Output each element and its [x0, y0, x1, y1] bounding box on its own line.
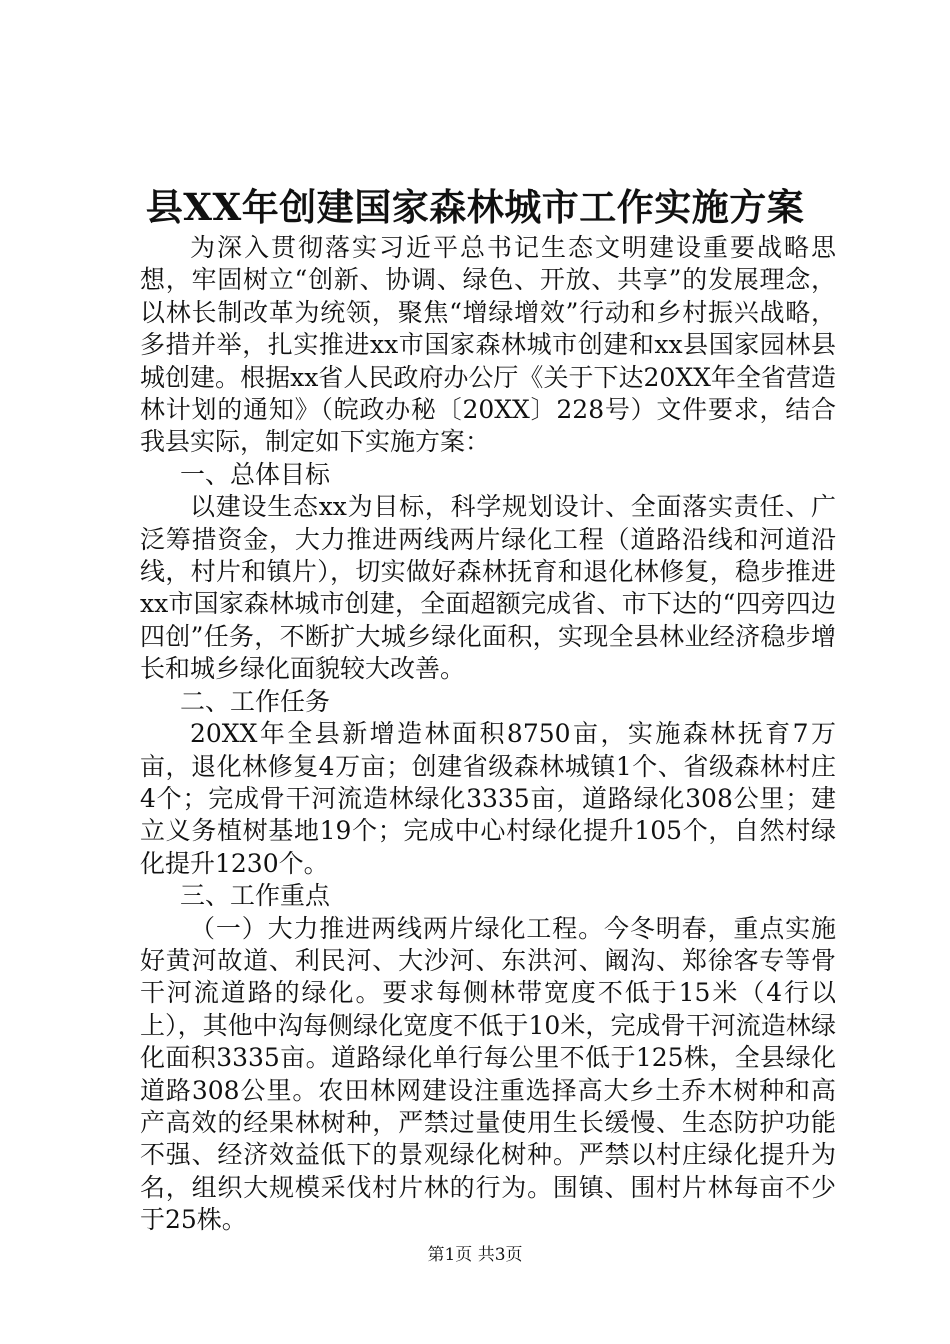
page-number-footer: 第1页 共3页: [427, 1245, 523, 1265]
section-heading-priorities: 三、工作重点: [180, 881, 331, 911]
priorities-paragraph: （一）大力推进两线两片绿化工程。今冬明春，重点实施好黄河故道、利民河、大沙河、东洪河、阚沟、郑徐客专等骨干河流道路的绿化。要求每侧林带宽度不低于15米（4行以上），其他中沟每侧绿化宽度不低于10米，完成骨干河流造林绿化面积3335亩。道路绿化单行每公里不低于125株，全县绿化道路308公里。农田林网建设注重选择高大乡土乔木树种和高产高效的经果林树种，严禁过量使用生长缓慢、生态防护功能不强、经济效益低下的景观绿化树种。严禁以村庄绿化提升为名，组织大规模采伐村片林的行为。围镇、围村片林每亩不少于25株。: [140, 913, 836, 1235]
document-title: 县XX年创建国家森林城市工作实施方案: [145, 185, 805, 229]
intro-paragraph: 为深入贯彻落实习近平总书记生态文明建设重要战略思想，牢固树立“创新、协调、绿色、开放、共享”的发展理念，以林长制改革为统领，聚焦“增绿增效”行动和乡村振兴战略，多措并举，扎实推进xx市国家森林城市创建和xx县国家园林县城创建。根据xx省人民政府办公厅《关于下达20XX年全省营造林计划的通知》（皖政办秘〔20XX〕228号）文件要求，结合我县实际，制定如下实施方案：: [140, 233, 836, 457]
overall-goal-paragraph: 以建设生态xx为目标，科学规划设计、全面落实责任、广泛筹措资金，大力推进两线两片绿化工程（道路沿线和河道沿线，村片和镇片），切实做好森林抚育和退化林修复，稳步推进xx市国家森林城市创建，全面超额完成省、市下达的“四旁四边四创”任务，不断扩大城乡绿化面积，实现全县林业经济稳步增长和城乡绿化面貌较大改善。: [140, 492, 836, 684]
tasks-paragraph: 20XX年全县新增造林面积8750亩，实施森林抚育7万亩，退化林修复4万亩；创建省级森林城镇1个、省级森林村庄4个；完成骨干河流造林绿化3335亩，道路绿化308公里；建立义务植树基地19个；完成中心村绿化提升105个，自然村绿化提升1230个。: [140, 719, 836, 878]
document-body: [140, 232, 836, 1237]
section-heading-tasks: 二、工作任务: [180, 686, 331, 716]
section-heading-overall-goal: 一、总体目标: [180, 459, 331, 489]
